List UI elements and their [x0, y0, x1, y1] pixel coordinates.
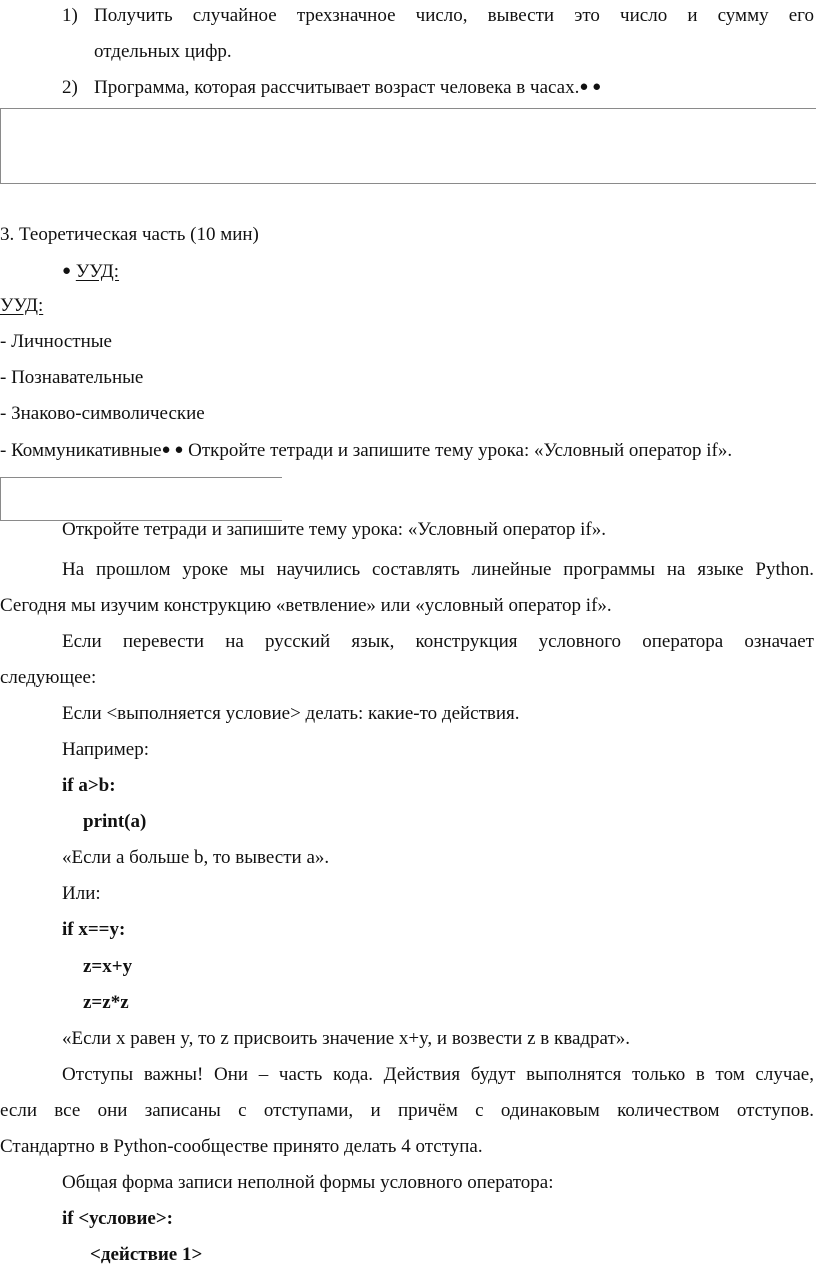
paragraph-indent-line-3: Стандартно в Python-сообществе принято делать 4 отступа. — [0, 1136, 483, 1157]
uud-item-symbolic: - Знаково-символические — [0, 403, 205, 424]
empty-text-box — [0, 108, 816, 184]
paragraph-indent-line-2: если все они записаны с отступами, и причём с одинаковым количеством отступов. — [0, 1100, 814, 1121]
task-2-text: Программа, которая рассчитывает возраст человека в часах. — [94, 77, 580, 98]
paragraph-last-lesson-line-2: Сегодня мы изучим конструкцию «ветвление» или «условный оператор if». — [0, 595, 612, 616]
paragraph-general-form: Общая форма записи неполной формы условного оператора: — [62, 1172, 554, 1193]
task-1-text-line-2: отдельных цифр. — [94, 41, 232, 62]
paragraph-or: Или: — [62, 883, 101, 904]
paragraph-explain-2: «Если x равен y, то z присвоить значение x+y, и возвести z в квадрат». — [62, 1028, 631, 1049]
code-example-2-line-1: if x==y: — [62, 919, 126, 940]
task-2-line — [94, 78, 601, 97]
uud-bullet-line — [62, 262, 119, 281]
uud-item-cognitive: - Познавательные — [0, 367, 144, 388]
bullet-dots-icon: ● ● — [161, 442, 184, 458]
empty-text-box-small — [0, 477, 282, 521]
paragraph-explain-1: «Если a больше b, то вывести a». — [62, 847, 330, 868]
code-general-line-2: <действие 1> — [90, 1244, 203, 1265]
section-heading: 3. Теоретическая часть (10 мин) — [0, 224, 259, 245]
code-example-2-line-2: z=x+y — [83, 956, 133, 977]
uud-label: УУД: — [0, 295, 44, 316]
uud-item-communicative: - Коммуникативные — [0, 440, 162, 461]
paragraph-last-lesson-line-1: На прошлом уроке мы научились составлять линейные программы на языке Python. — [62, 559, 814, 580]
paragraph-open-notebooks: Откройте тетради и запишите тему урока: «Условный оператор if». — [62, 519, 606, 540]
bullet-icon: ● — [62, 263, 72, 279]
code-example-1-line-2: print(a) — [83, 811, 147, 832]
code-example-2-line-3: z=z*z — [83, 992, 129, 1013]
uud-item-personal: - Личностные — [0, 331, 112, 352]
code-example-1-line-1: if a>b: — [62, 775, 116, 796]
paragraph-if-rule: Если <выполняется условие> делать: какие-то действия. — [62, 703, 520, 724]
code-general-line-1: if <условие>: — [62, 1208, 174, 1229]
paragraph-translate-line-1: Если перевести на русский язык, конструкция условного оператора означает — [62, 631, 814, 652]
paragraph-translate-line-2: следующее: — [0, 667, 97, 688]
paragraph-indent-line-1: Отступы важны! Они – часть кода. Действия будут выполнятся только в том случае, — [62, 1064, 814, 1085]
task-1-number: 1) — [62, 5, 78, 26]
paragraph-example: Например: — [62, 739, 149, 760]
uud-item-communicative-line — [0, 441, 732, 460]
uud-bullet-label: УУД: — [75, 261, 120, 282]
uud-inline-instruction: Откройте тетради и запишите тему урока: «Условный оператор if». — [183, 440, 733, 461]
task-1-text-line-1: Получить случайное трехзначное число, вывести это число и сумму его — [94, 5, 814, 26]
task-2-number: 2) — [62, 77, 78, 98]
bullet-dots-icon: ● ● — [579, 79, 602, 95]
